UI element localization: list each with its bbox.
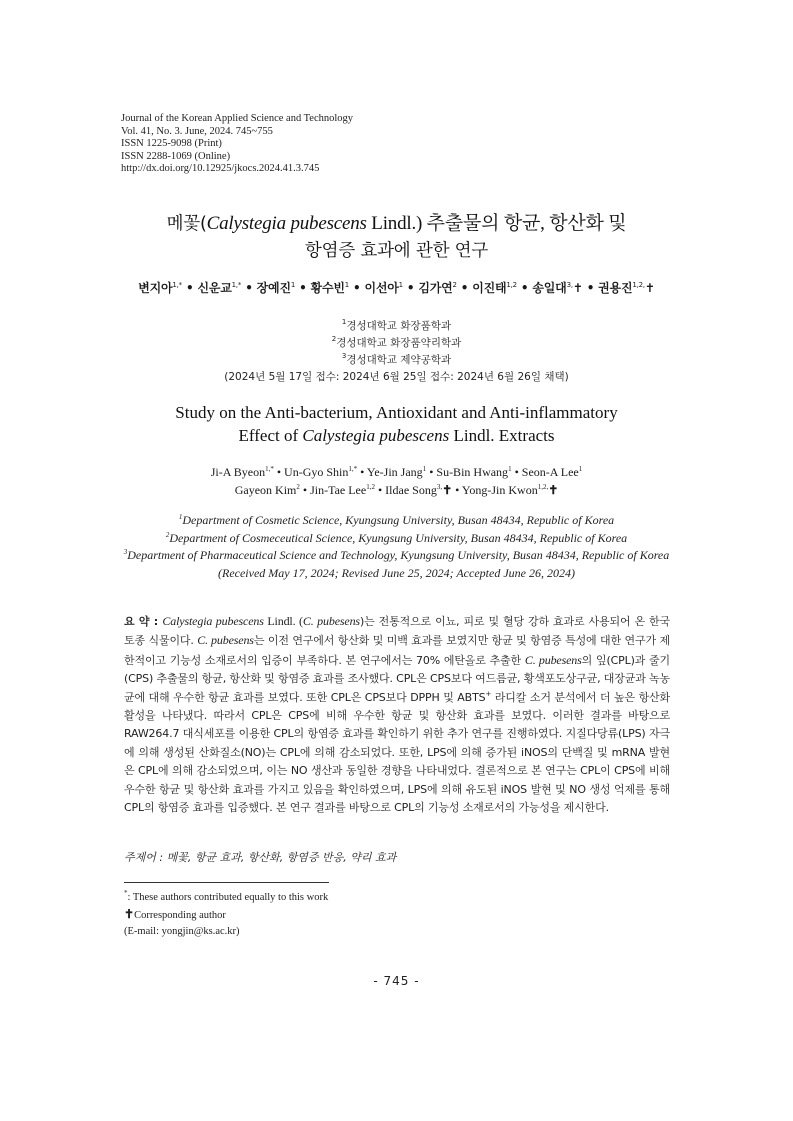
footnote-divider bbox=[124, 882, 329, 883]
english-title-species: Calystegia pubescens bbox=[302, 425, 450, 445]
author-separator: • bbox=[349, 281, 365, 295]
footnote-corresponding: ✝Corresponding author bbox=[124, 907, 226, 921]
korean-authors bbox=[20, 280, 773, 296]
korean-title-line2: 항염증 효과에 관한 연구 bbox=[304, 241, 489, 261]
english-affiliation-3: $^3$Department of Pharmaceutical Science and Technology, Kyungsung University, Busan 48434, Republic of Korea bbox=[123, 548, 670, 562]
journal-name: Journal of the Korean Applied Science and Technology bbox=[121, 113, 354, 124]
doi-link[interactable]: http://dx.doi.org/10.12925/jkocs.2024.41.3.745 bbox=[121, 163, 320, 175]
author-name: Seon-A Lee$^1$ bbox=[521, 465, 583, 479]
author-name: Ye-Jin Jang$^1$ bbox=[366, 465, 427, 479]
author-separator: • bbox=[511, 465, 522, 479]
author-separator: • bbox=[295, 281, 311, 295]
author-separator: • bbox=[241, 281, 257, 295]
footnote-equal-contribution: *: These authors contributed equally to this work bbox=[124, 889, 329, 903]
author-name: 권용진$^{1,2,}$✝ bbox=[598, 281, 655, 295]
english-authors bbox=[60, 463, 733, 499]
cross-mark: ✝ bbox=[124, 907, 135, 921]
author-name: Jin-Tae Lee$^{1,2}$ bbox=[310, 483, 375, 497]
korean-title-species: Calystegia pubescens bbox=[206, 213, 367, 234]
issn-online: ISSN 2288-1069 (Online) bbox=[121, 150, 231, 162]
korean-affiliation-1: $^1$경성대학교 화장품학과 bbox=[341, 318, 452, 332]
author-name: 신운교$^{1,*}$ bbox=[197, 281, 242, 295]
footnote-email[interactable]: (E-mail: yongjin@ks.ac.kr) bbox=[124, 926, 240, 937]
author-name: Su-Bin Hwang$^1$ bbox=[436, 465, 512, 479]
author-separator: • bbox=[402, 281, 419, 295]
author-name: Un-Gyo Shin$^{1,*}$ bbox=[284, 465, 358, 479]
korean-title-line1: 메꽃(Calystegia pubescens Lindl.) 추출물의 항균, 항산화 및 bbox=[166, 213, 627, 234]
english-authors-line2 bbox=[60, 481, 733, 499]
abstract-label: 요 약 : bbox=[124, 615, 163, 628]
page-number: - 745 - bbox=[373, 974, 420, 988]
author-name: Ji-A Byeon$^{1,*}$ bbox=[210, 465, 274, 479]
author-name: 황수빈$^1$ bbox=[310, 281, 349, 295]
author-name: 이진태$^{1,2}$ bbox=[472, 281, 517, 295]
korean-affiliation-3: $^3$경성대학교 제약공학과 bbox=[341, 352, 452, 366]
footnotes bbox=[124, 890, 328, 940]
author-name: 이선아$^1$ bbox=[364, 281, 403, 295]
korean-title bbox=[60, 210, 733, 265]
author-name: Gayeon Kim$^2$ bbox=[234, 483, 300, 497]
korean-affiliation-2: $^2$경성대학교 화장품약리학과 bbox=[331, 335, 462, 349]
keywords: 주제어 : 메꽃, 항균 효과, 항산화, 항염증 반응, 약리 효과 bbox=[124, 851, 397, 864]
author-name: 송일대$^{3,}$✝ bbox=[532, 281, 583, 295]
author-name: Yong-Jin Kwon$^{1,2,}$✝ bbox=[461, 483, 559, 497]
cross-mark: ✝ bbox=[572, 281, 583, 295]
author-separator: • bbox=[516, 281, 533, 295]
author-separator: • bbox=[582, 281, 599, 295]
english-affiliations bbox=[40, 512, 753, 582]
english-title bbox=[60, 402, 733, 447]
english-affiliation-2: $^2$Department of Cosmeceutical Science, Kyungsung University, Busan 48434, Republic of Korea bbox=[165, 530, 628, 545]
cross-mark: ✝ bbox=[548, 483, 559, 497]
journal-info bbox=[121, 113, 353, 176]
cross-mark: ✝ bbox=[644, 281, 655, 295]
english-title-line1: Study on the Anti-bacterium, Antioxidant and Anti-inflammatory bbox=[175, 403, 618, 422]
korean-received-dates: (2024년 5월 17일 접수: 2024년 6월 25일 접수: 2024년 6월 26일 채택) bbox=[224, 371, 569, 383]
author-separator: • bbox=[452, 483, 462, 497]
issn-print: ISSN 1225-9098 (Print) bbox=[121, 138, 222, 150]
cross-mark: ✝ bbox=[442, 483, 453, 497]
author-separator: • bbox=[374, 483, 386, 497]
author-separator: • bbox=[299, 483, 311, 497]
korean-abstract: 요 약 : Calystegia pubescens Lindl. (C. pubesens)는 전통적으로 이뇨, 피로 및 혈당 강하 효과로 사용되어 온 한국 토종 식물이다. C. pubesens는 이전 연구에서 항산화 및 미백 효과를 보였지만 항균 및 항염증 특성에 대한 연구가 제한적이고 기능성 소재로서의 입증이 부족하다. 본 연구에서는 70% 에탄올로 추출한 C. pubesens의 잎(CPL)과 줄기(CPS) 추출물의 항균, 항산화 및 항염증 효과를 조사했다. CPL은 CPS보다 여드름균, 황색포도상구균, 대장균과 녹농균에 대해 우수한 항균 효과를 보였다. 또한 CPL은 CPS보다 DPPH 및 ABTS+ 라디칼 소거 분석에서 더 높은 항산화 활성을 나타냈다. 따라서 CPL은 CPS에 비해 우수한 항균 및 항산화 효과를 보였다. 이러한 결과를 바탕으로 RAW264.7 대식세포를 이용한 CPL의 항염증 효과를 확인하기 위한 추가 연구를 진행하였다. 지질다당류(LPS) 자극에 의해 생성된 산화질소(NO)는 CPL에 의해 감소되었다. 또한, LPS에 의해 증가된 iNOS의 단백질 및 mRNA 발현은 CPL에 의해 감소되었으며, 이는 NO 생산과 동일한 경향을 나타내었다. 결론적으로 본 연구는 CPL이 CPS에 비해 우수한 항균 및 항산화 효과를 가지고 있음을 확인하였으며, LPS에 의해 유도된 iNOS 발현 및 NO 생성 억제를 통해 CPL의 항염증 효과를 입증했다. 본 연구 결과를 바탕으로 CPL의 기능성 소재로서의 가능성을 제시한다. bbox=[124, 614, 671, 815]
author-separator: • bbox=[357, 465, 367, 479]
english-authors-line1 bbox=[60, 463, 733, 481]
author-name: 장예진$^1$ bbox=[256, 281, 296, 295]
author-name: 김가연$^2$ bbox=[418, 281, 457, 295]
english-received-dates: (Received May 17, 2024; Revised June 25, 2024; Accepted June 26, 2024) bbox=[218, 565, 575, 580]
author-name: 변지아$^{1,*}$ bbox=[138, 281, 182, 295]
author-separator: • bbox=[182, 281, 198, 295]
author-separator: • bbox=[426, 465, 437, 479]
english-affiliation-1: $^1$Department of Cosmetic Science, Kyungsung University, Busan 48434, Republic of Korea bbox=[178, 513, 615, 527]
english-title-line2: Effect of Calystegia pubescens Lindl. Extracts bbox=[238, 425, 555, 445]
author-separator: • bbox=[273, 465, 285, 479]
author-name: Ildae Song$^{3,}$✝ bbox=[385, 483, 453, 497]
journal-volume: Vol. 41, No. 3. June, 2024. 745~755 bbox=[121, 125, 273, 137]
korean-affiliations bbox=[60, 318, 733, 386]
author-separator: • bbox=[456, 281, 473, 295]
